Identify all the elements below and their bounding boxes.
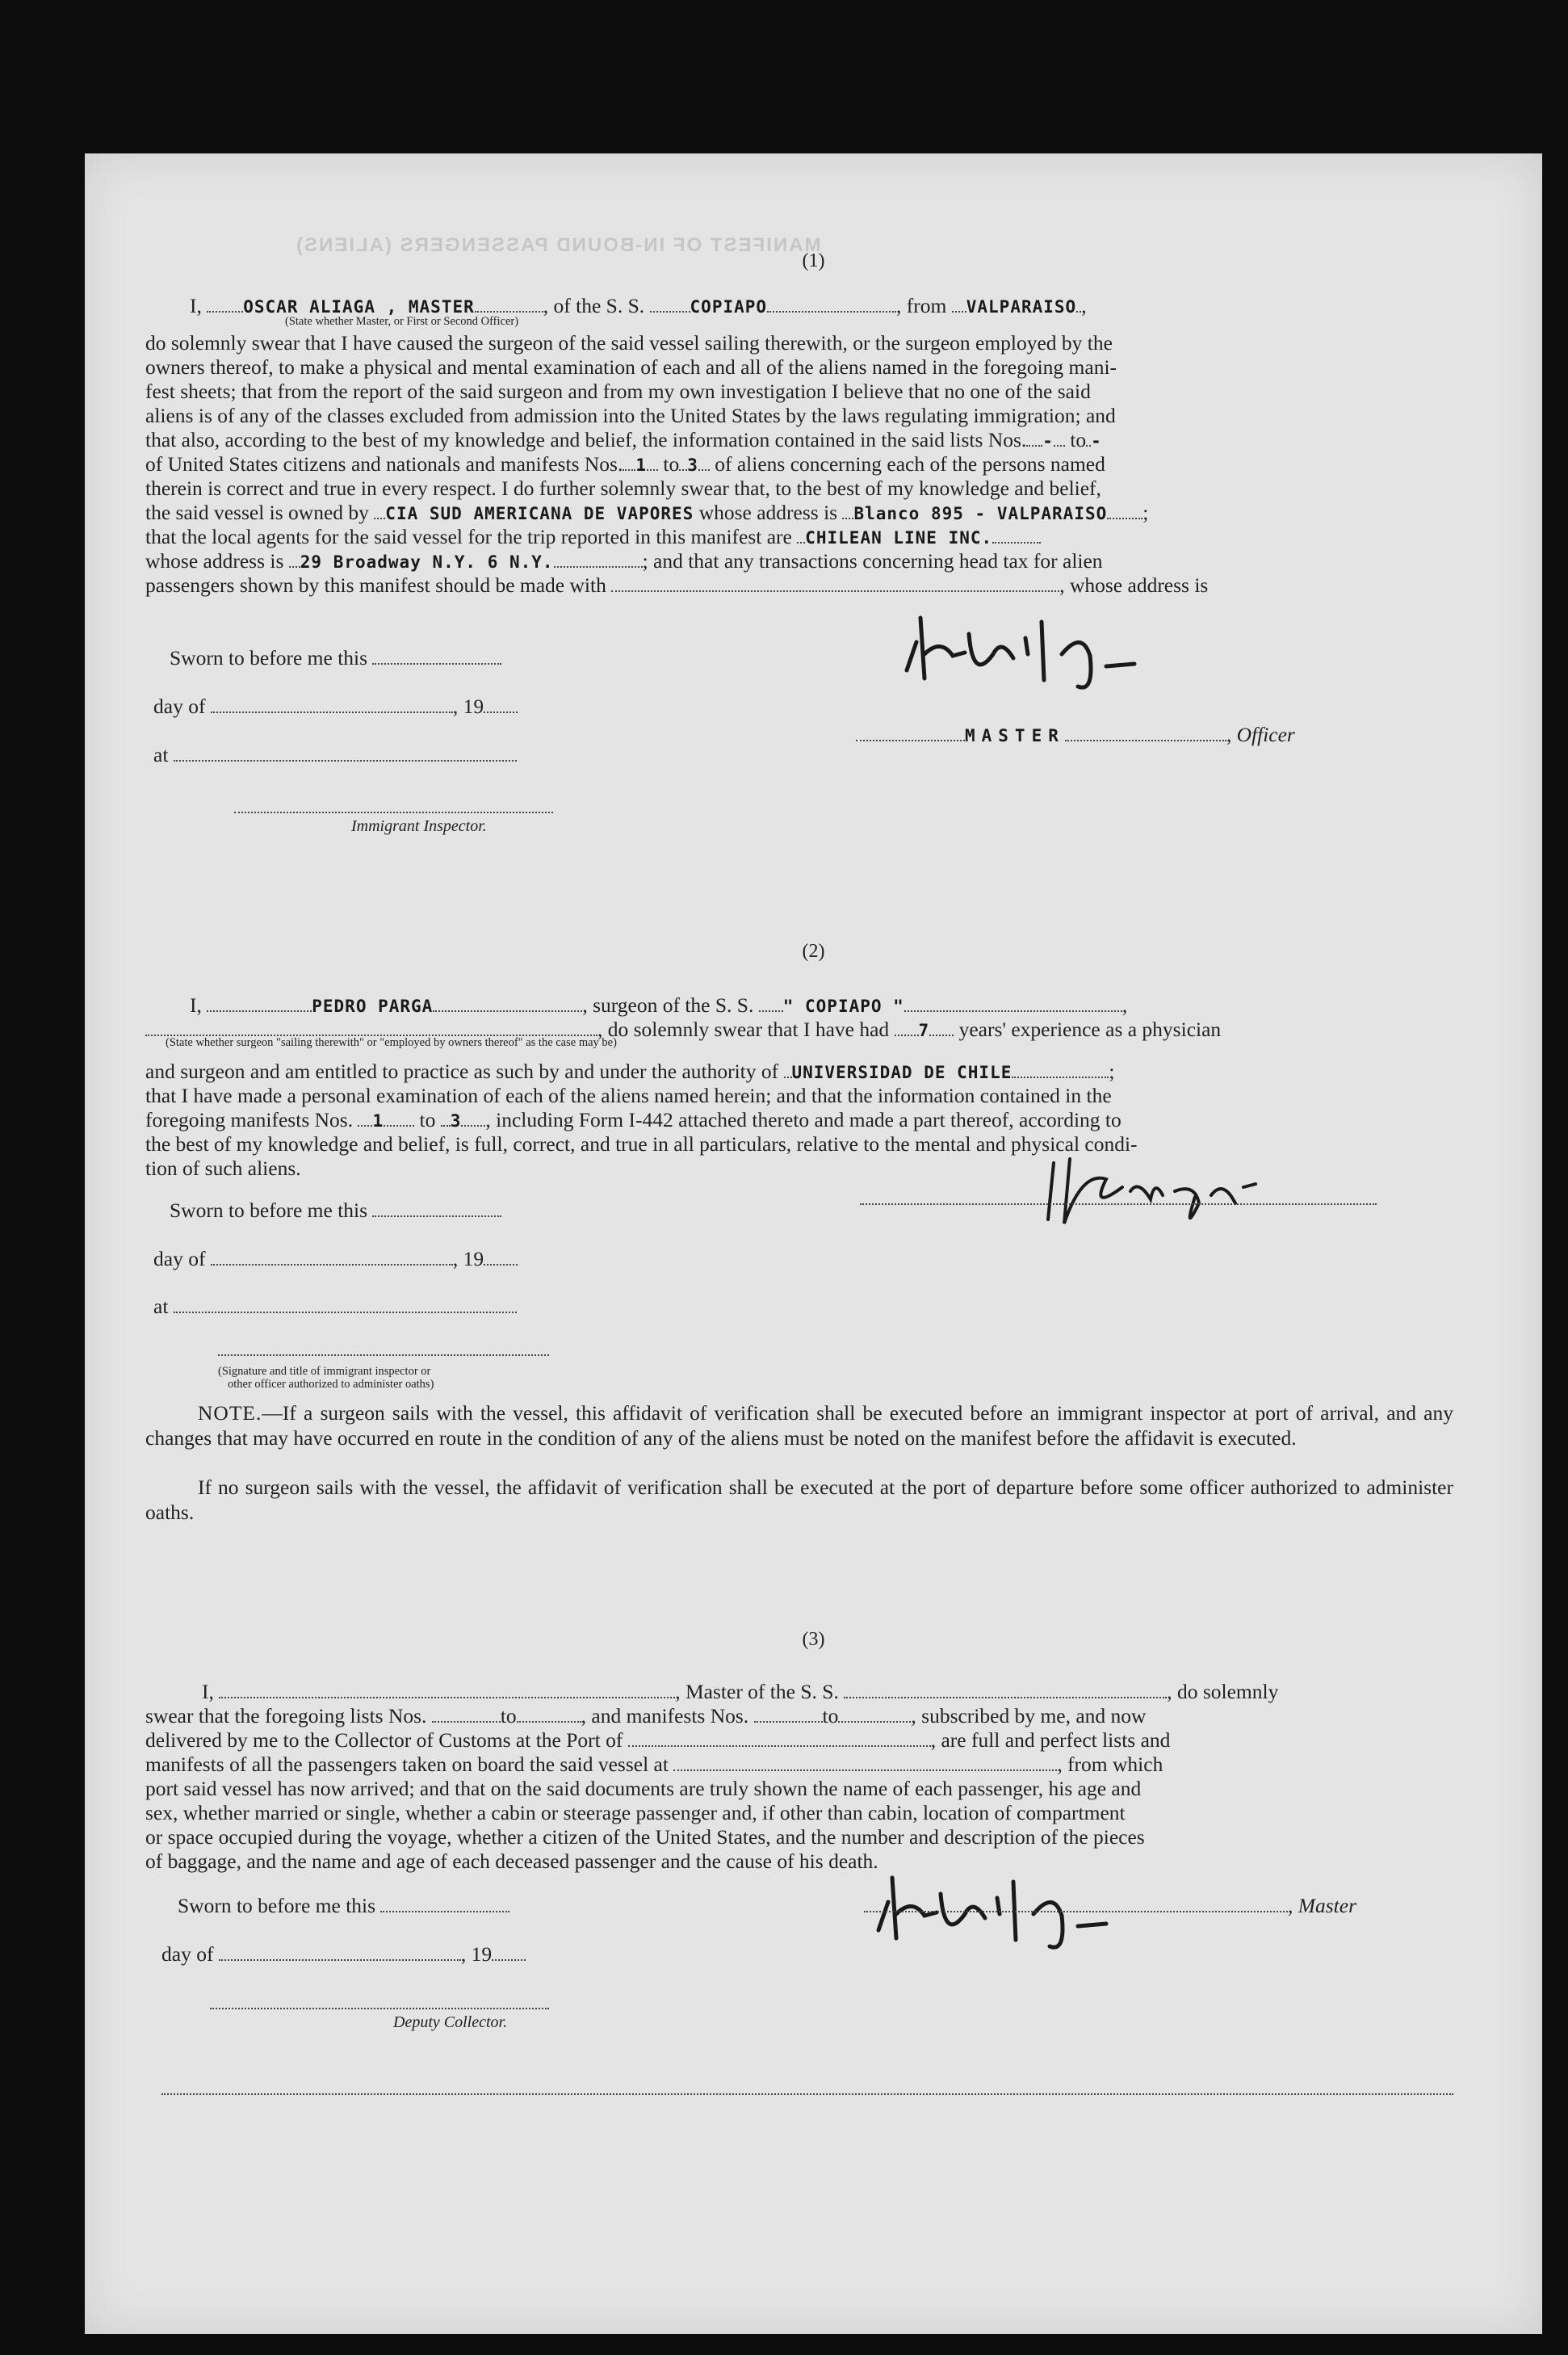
semicolon: ; — [1142, 501, 1149, 524]
section-1-line-11 — [145, 573, 1208, 597]
section-3-sworn — [178, 1894, 509, 1917]
port-of-label: delivered by me to the Collector of Customs at the Port of — [145, 1728, 623, 1752]
section-2-line-6: the best of my knowledge and belief, is full, correct, and true in all particulars, relative to the mental and physical condi- — [145, 1132, 1138, 1156]
at-label: at — [153, 1295, 169, 1318]
master-name: OSCAR ALIAGA , MASTER — [243, 297, 475, 317]
agents-address: 29 Broadway N.Y. 6 N.Y. — [300, 552, 554, 572]
section-1-line-8 — [145, 501, 1148, 526]
comma: , — [1081, 294, 1087, 317]
section-2-at — [153, 1295, 517, 1318]
signature-caption-2: other officer authorized to administer oaths) — [228, 1378, 434, 1391]
i-have-had-label: that I have had — [767, 1018, 890, 1041]
surgeon-state-note: (State whether surgeon "sailing therewith" or "employed by owners thereof" as the case may be) — [166, 1036, 617, 1049]
section-3-body-2: sex, whether married or single, whether a cabin or steerage passenger and, if other than cabin, location of compartment — [145, 1801, 1126, 1824]
vessel-owner: CIA SUD AMERICANA DE VAPORES — [385, 504, 694, 523]
section-1-body-3: fest sheets; that from the report of the said surgeon and from my own investigation I believe that no one of the said — [145, 380, 1091, 403]
whose-address-label: , whose address is — [1059, 573, 1209, 597]
do-solemnly-label: , do solemnly — [1167, 1680, 1279, 1703]
full-and-perfect-label: , are full and perfect lists and — [930, 1728, 1171, 1752]
section-1-officer — [856, 723, 1295, 748]
to-label: to — [419, 1108, 436, 1131]
section-3-line-3 — [145, 1728, 1170, 1752]
agents-label: that the local agents for the said vessel for the trip reported in this manifest are — [145, 525, 792, 548]
note-text: —If a surgeon sails with the vessel, this affidavit of verification shall be executed before an immigrant inspector at port of arrival, and any changes that may have occurred en route in the condition of any of the aliens must be noted on the manifest before the affidavit is executed. — [145, 1401, 1453, 1450]
bleed-through-header: MANIFEST OF IN-BOUND PASSENGERS (ALIENS) — [295, 234, 821, 256]
head-tax-with-label: passengers shown by this manifest should be made with — [145, 573, 606, 597]
day-of-label: day of — [153, 1247, 206, 1270]
manifests-from: 1 — [635, 455, 647, 475]
owner-address-label: whose address is — [698, 501, 838, 524]
aliens-concerning: of aliens concerning each of the persons named — [715, 452, 1105, 476]
surgeon-name: PEDRO PARGA — [312, 997, 434, 1016]
manifests-nos-label: foregoing manifests Nos. — [145, 1108, 354, 1131]
owned-by-label: the said vessel is owned by — [145, 501, 369, 524]
authority-label: and surgeon and am entitled to practice as such by and under the authority of — [145, 1060, 779, 1083]
year-19-label: , 19 — [452, 695, 484, 718]
manifests-to-label: to — [663, 452, 680, 476]
year-19-label: , 19 — [452, 1247, 484, 1270]
master-of-ss-label: , Master of the S. S. — [675, 1680, 839, 1703]
officer-title: MASTER — [965, 726, 1065, 745]
surgeon-signature — [1033, 1147, 1308, 1236]
manifests-label: of United States citizens and nationals and manifests Nos. — [145, 452, 623, 476]
section-1-sworn — [170, 646, 501, 670]
comma: , — [1121, 993, 1128, 1017]
lists-to-label: to — [1070, 428, 1087, 451]
day-of-label: day of — [153, 695, 206, 718]
section-1-line-5 — [145, 428, 1102, 453]
inspector-signature-line — [234, 812, 553, 813]
lists-nos-from: - — [1042, 431, 1054, 451]
day-of-label: day of — [161, 1942, 214, 1966]
surgeon-nos-from: 1 — [372, 1111, 384, 1131]
manifests-nos-label: , and manifests Nos. — [581, 1704, 749, 1727]
section-3-line-1 — [202, 1680, 1278, 1703]
lists-label: that also, according to the best of my knowledge and belief, the information contained in the said lists Nos. — [145, 428, 1027, 451]
immigrant-inspector-label: Immigrant Inspector. — [351, 817, 487, 835]
section-3-day — [161, 1942, 526, 1966]
year-19-label: , 19 — [460, 1942, 493, 1966]
note-2-paragraph: If no surgeon sails with the vessel, the affidavit of verification shall be executed at the port of departure before some officer authorized to administer oaths. — [145, 1476, 1453, 1524]
note-paragraph — [145, 1401, 1453, 1450]
form-i442-text: , including Form I-442 attached thereto and made a part thereof, according to — [485, 1108, 1121, 1131]
deputy-collector-label: Deputy Collector. — [393, 2013, 508, 2031]
surgeon-nos-to: 3 — [450, 1111, 462, 1131]
section-1-body-2: owners thereof, to make a physical and mental examination of each and all of the aliens named in the foregoing mani- — [145, 355, 1117, 379]
sworn-label: Sworn to before me this — [178, 1894, 376, 1917]
section-3-body-4: of baggage, and the name and age of each deceased passenger and the cause of his death. — [145, 1849, 878, 1873]
sworn-label: Sworn to before me this — [170, 646, 368, 670]
section-1-line-10 — [145, 549, 1103, 574]
section-3-body-3: or space occupied during the voyage, whether a citizen of the United States, and the number and description of the pieces — [145, 1825, 1145, 1849]
section-2-line-7: tion of such aliens. — [145, 1157, 301, 1180]
from-which-label: , from which — [1057, 1753, 1163, 1776]
semicolon: ; — [1109, 1060, 1115, 1083]
master-state-note: (State whether Master, or First or Second Officer) — [285, 315, 519, 328]
section-1-line-6 — [145, 452, 1105, 477]
i-label: I, — [202, 1680, 214, 1703]
lists-nos-label: swear that the foregoing lists Nos. — [145, 1704, 427, 1727]
master-label: , Master — [1288, 1894, 1356, 1917]
to-label: to — [500, 1704, 517, 1727]
years-label: years' experience as a physician — [958, 1018, 1222, 1041]
section-1-body-4: aliens is of any of the classes excluded from admission into the United States by the laws regulating immigration; and — [145, 404, 1116, 427]
bottom-rule — [161, 2093, 1453, 2095]
section-3-line-2 — [145, 1704, 1146, 1727]
manifests-to: 3 — [687, 455, 698, 475]
of-ss-label: , of the S. S. — [543, 294, 645, 317]
do-solemnly-swear: , do solemnly swear — [597, 1018, 762, 1041]
local-agents: CHILEAN LINE INC. — [805, 528, 993, 548]
section-1-number: (1) — [802, 250, 825, 271]
collector-signature-line — [210, 2008, 549, 2009]
to-label: to — [822, 1704, 839, 1727]
section-2-sworn — [170, 1198, 501, 1222]
lists-nos-to: - — [1091, 431, 1102, 451]
at-label: at — [153, 743, 169, 766]
signature-caption-1: (Signature and title of immigrant inspector or — [218, 1365, 431, 1378]
section-2-line-5 — [145, 1108, 1121, 1133]
i-label: I, — [190, 294, 202, 317]
years-experience: 7 — [918, 1021, 930, 1040]
sworn-label: Sworn to before me this — [170, 1198, 368, 1222]
section-2-day — [153, 1247, 518, 1270]
note-label: NOTE. — [198, 1401, 262, 1425]
section-3-line-4 — [145, 1753, 1163, 1776]
officer-label: , Officer — [1226, 723, 1295, 746]
section-1-at — [153, 743, 517, 766]
section-1-body-1: do solemnly swear that I have caused the surgeon of the said vessel sailing therewith, or the surgeon employed by the — [145, 331, 1113, 355]
surgeon-vessel: " COPIAPO " — [782, 997, 904, 1016]
authority: UNIVERSIDAD DE CHILE — [791, 1063, 1012, 1082]
section-1-day — [153, 695, 518, 718]
officer-signature-line — [218, 1354, 549, 1356]
taken-on-board-label: manifests of all the passengers taken on board the said vessel at — [145, 1753, 669, 1776]
surgeon-signature-line — [860, 1203, 1377, 1205]
from-label: , from — [896, 294, 947, 317]
i-label: I, — [190, 993, 202, 1017]
subscribed-label: , subscribed by me, and now — [911, 1704, 1147, 1727]
master-signature — [892, 606, 1312, 695]
section-3-body-1: port said vessel has now arrived; and that on the said documents are truly shown the name of each passenger, his age and — [145, 1777, 1142, 1800]
section-2-number: (2) — [802, 941, 825, 962]
agents-address-label: whose address is — [145, 549, 284, 573]
section-2-line-3 — [145, 1060, 1114, 1085]
surgeon-of-ss-label: , surgeon of the S. S. — [582, 993, 754, 1017]
vessel-name: COPIAPO — [690, 297, 768, 317]
port-from: VALPARAISO — [966, 297, 1077, 317]
section-2-line-1 — [190, 993, 1127, 1018]
section-3-master — [864, 1894, 1356, 1917]
owner-address: Blanco 895 - VALPARAISO — [853, 504, 1108, 523]
section-3-number: (3) — [802, 1629, 825, 1650]
section-1-line-7: therein is correct and true in every respect. I do further solemnly swear that, to the best of my knowledge and belief, — [145, 476, 1101, 500]
section-1-line-9 — [145, 525, 1041, 550]
manifest-page — [85, 153, 1542, 2334]
section-2-line-4: that I have made a personal examination of each of the aliens named herein; and that the information contained in the — [145, 1084, 1112, 1107]
head-tax-text: ; and that any transactions concerning head tax for alien — [642, 549, 1103, 573]
